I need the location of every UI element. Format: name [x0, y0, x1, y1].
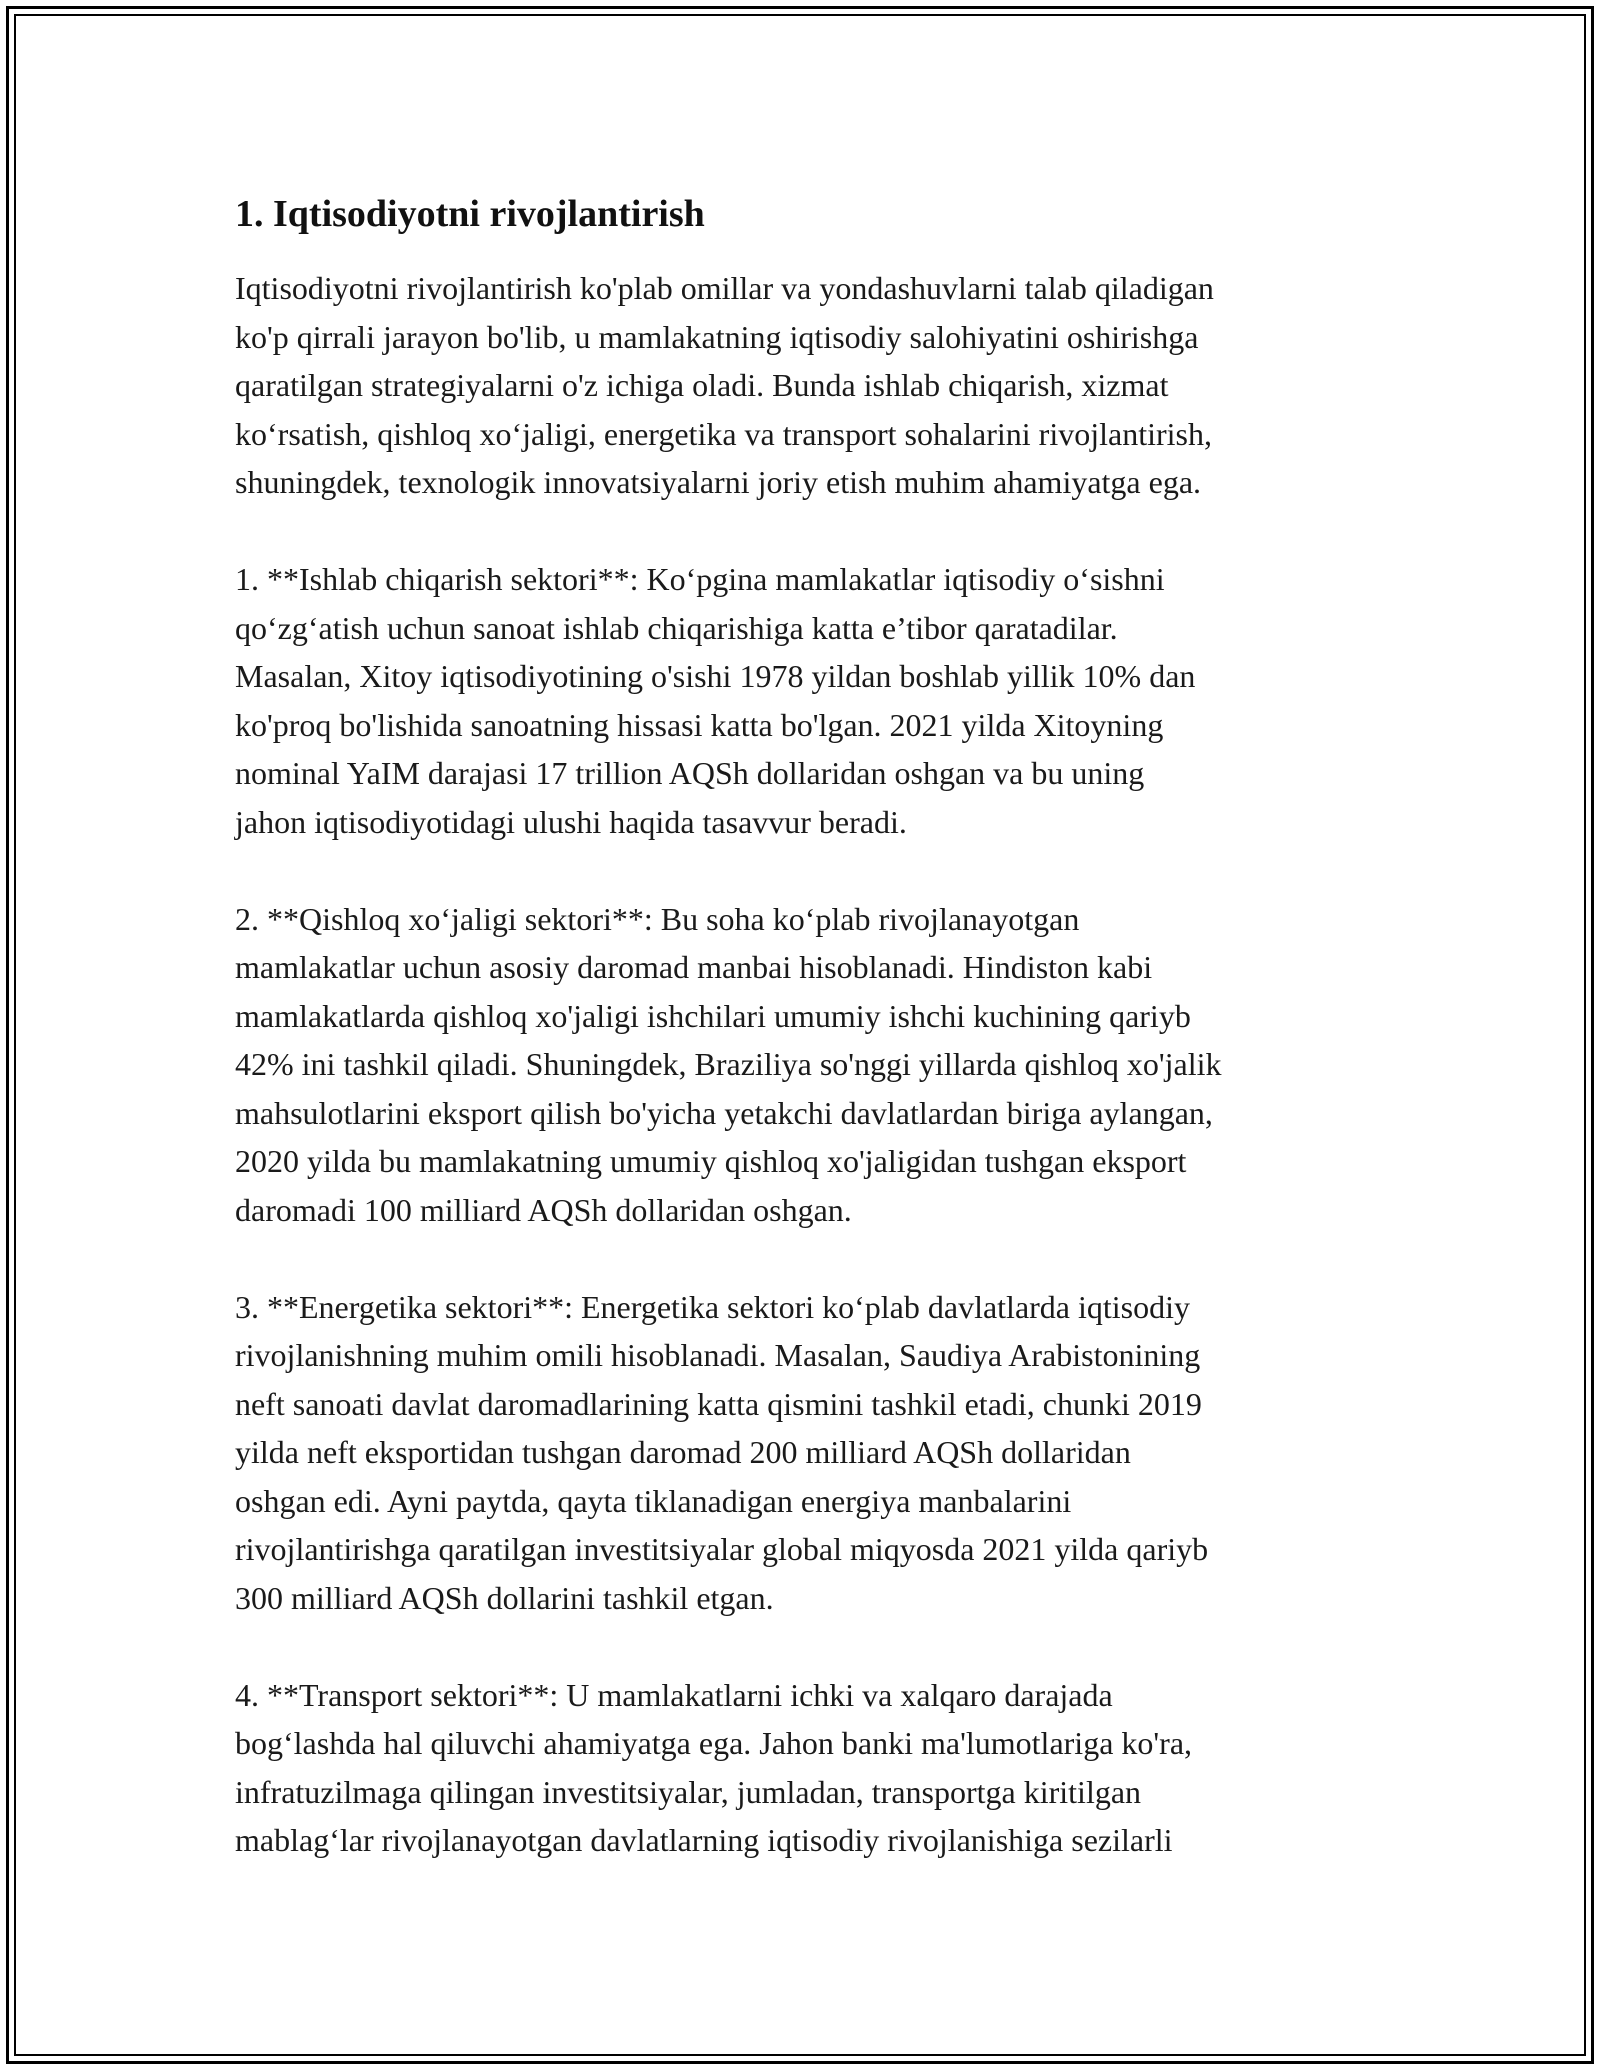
text-line: qaratilgan strategiyalarni o'z ichiga oladi. Bunda ishlab chiqarish, xizmat: [235, 367, 1169, 403]
text-line: nominal YaIM darajasi 17 trillion AQSh dollaridan oshgan va bu uning: [235, 755, 1145, 791]
text-line: yilda neft eksportidan tushgan daromad 200 milliard AQSh dollaridan: [235, 1434, 1131, 1470]
text-line: infratuzilmaga qilingan investitsiyalar, jumladan, transportga kiritilgan: [235, 1773, 1142, 1810]
document-body: [235, 190, 1375, 1913]
text-line: neft sanoati davlat daromadlarining katta qismini tashkil etadi, chunki 2019: [235, 1385, 1202, 1422]
agriculture-paragraph: [235, 895, 1375, 1235]
energy-paragraph: [235, 1283, 1375, 1623]
text-line: 4. **Transport sektori**: U mamlakatlarni ichki va xalqaro darajada: [235, 1676, 1113, 1713]
text-line: 2. **Qishloq xo‘jaligi sektori**: Bu soha ko‘plab rivojlanayotgan: [235, 900, 1080, 937]
text-line: daromadi 100 milliard AQSh dollaridan oshgan.: [235, 1191, 852, 1228]
text-line: 1. **Ishlab chiqarish sektori**: Ko‘pgina mamlakatlar iqtisodiy o‘sishni: [235, 561, 1165, 597]
text-line: mablag‘lar rivojlanayotgan davlatlarning iqtisodiy rivojlanishiga sezilarli: [235, 1822, 1173, 1858]
section-heading: 1. Iqtisodiyotni rivojlantirish: [235, 193, 705, 235]
text-line: rivojlanishning muhim omili hisoblanadi. Masalan, Saudiya Arabistonining: [235, 1337, 1201, 1373]
text-line: ko'p qirrali jarayon bo'lib, u mamlakatning iqtisodiy salohiyatini oshirishga: [235, 318, 1199, 355]
text-line: shuningdek, texnologik innovatsiyalarni joriy etish muhim ahamiyatga ega.: [235, 464, 1202, 500]
text-line: bog‘lashda hal qiluvchi ahamiyatga ega. Jahon banki ma'lumotlariga ko'ra,: [235, 1725, 1193, 1761]
text-line: 3. **Energetika sektori**: Energetika sektori ko‘plab davlatlarda iqtisodiy: [235, 1288, 1191, 1325]
text-line: rivojlantirishga qaratilgan investitsiyalar global miqyosda 2021 yilda qariyb: [235, 1531, 1209, 1567]
text-line: oshgan edi. Ayni paytda, qayta tiklanadigan energiya manbalarini: [235, 1482, 1072, 1519]
transport-paragraph: [235, 1671, 1375, 1865]
text-line: ko‘rsatish, qishloq xo‘jaligi, energetika va transport sohalarini rivojlantirish,: [235, 415, 1212, 452]
text-line: 300 milliard AQSh dollarini tashkil etgan.: [235, 1579, 774, 1616]
intro-paragraph: [235, 264, 1375, 507]
text-line: 2020 yilda bu mamlakatning umumiy qishloq xo'jaligidan tushgan eksport: [235, 1143, 1187, 1179]
text-line: Iqtisodiyotni rivojlantirish ko'plab omillar va yondashuvlarni talab qiladigan: [235, 270, 1214, 306]
text-line: mamlakatlarda qishloq xo'jaligi ishchilari umumiy ishchi kuchining qariyb: [235, 997, 1191, 1034]
text-line: mahsulotlarini eksport qilish bo'yicha yetakchi davlatlardan biriga aylangan,: [235, 1094, 1213, 1131]
text-line: mamlakatlar uchun asosiy daromad manbai hisoblanadi. Hindiston kabi: [235, 949, 1153, 985]
text-line: ko'proq bo'lishida sanoatning hissasi katta bo'lgan. 2021 yilda Xitoyning: [235, 706, 1164, 743]
text-line: jahon iqtisodiyotidagi ulushi haqida tasavvur beradi.: [235, 803, 907, 840]
manufacturing-paragraph: [235, 555, 1375, 846]
text-line: 42% ini tashkil qiladi. Shuningdek, Braziliya so'nggi yillarda qishloq xo'jalik: [235, 1046, 1222, 1082]
text-line: Masalan, Xitoy iqtisodiyotining o'sishi 1978 yildan boshlab yillik 10% dan: [235, 658, 1196, 694]
text-line: qo‘zg‘atish uchun sanoat ishlab chiqarishiga katta e’tibor qaratadilar.: [235, 609, 1118, 646]
